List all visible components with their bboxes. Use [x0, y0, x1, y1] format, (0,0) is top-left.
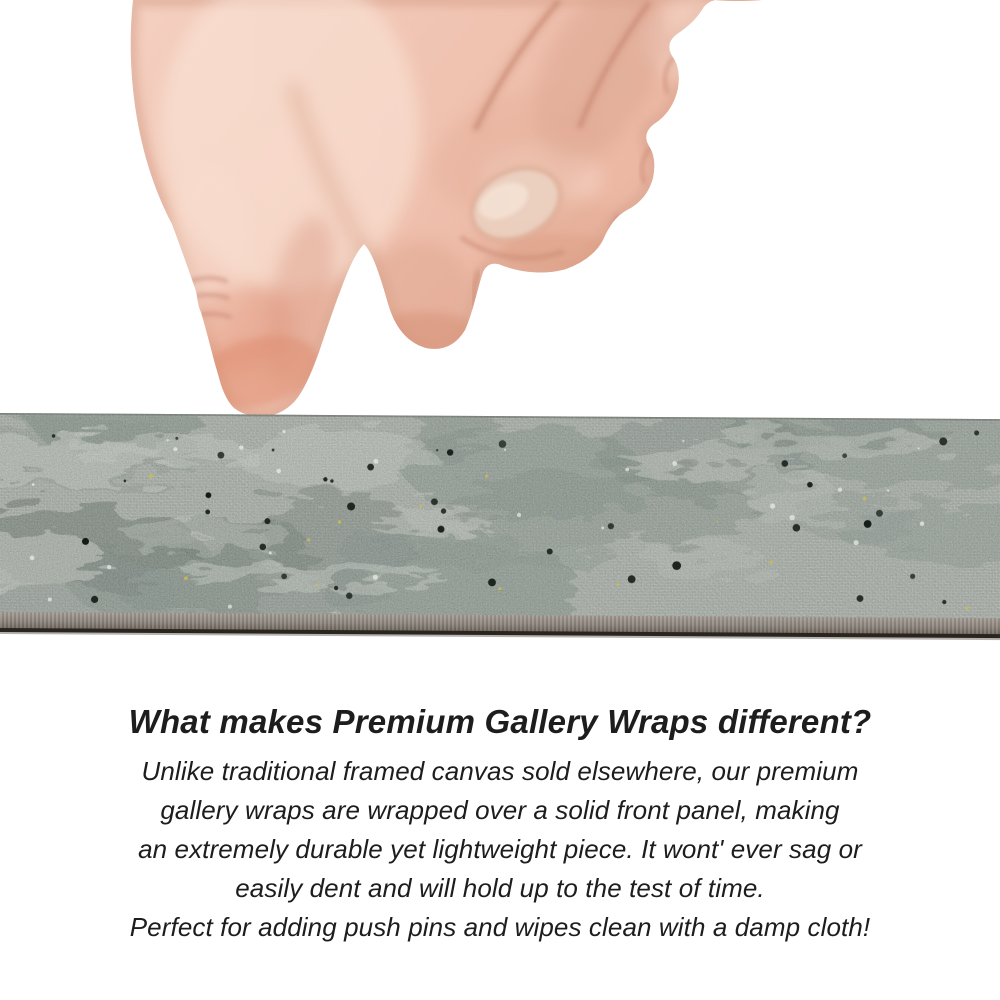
body-line: Perfect for adding push pins and wipes clean with a damp cloth!: [129, 912, 871, 942]
canvas-texture: [0, 413, 1000, 620]
canvas-strip: [0, 413, 1000, 645]
marketing-copy: [0, 701, 1000, 947]
body-line: gallery wraps are wrapped over a solid front panel, making: [160, 795, 840, 825]
body-line: an extremely durable yet lightweight piece. It wont' ever sag or: [138, 834, 862, 864]
canvas-strip-skew: [0, 413, 1000, 645]
body-line: Unlike traditional framed canvas sold elsewhere, our premium: [141, 756, 859, 786]
body-line: easily dent and will hold up to the test of time.: [235, 873, 765, 903]
page-heading: What makes Premium Gallery Wraps different?: [128, 703, 872, 740]
canvas-texture-svg: [0, 415, 1000, 620]
hand-photo: [0, 0, 1000, 440]
body-text: [0, 752, 1000, 947]
